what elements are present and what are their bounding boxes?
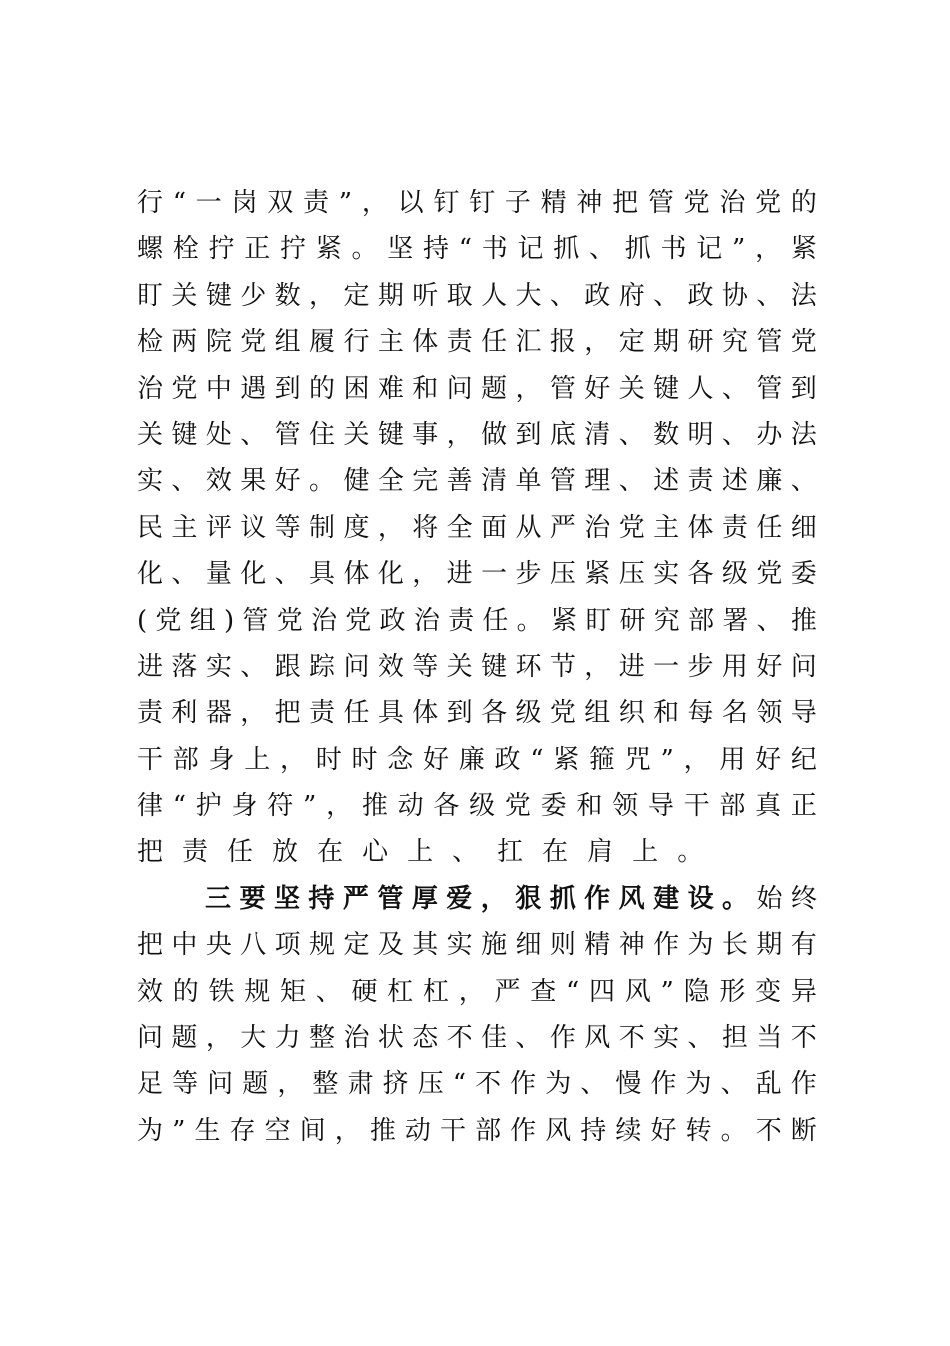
text-line: 化 、 量 化 、 具 体 化 ， 进 一 步 压 紧 压 实 各 级 党 委: [137, 559, 817, 590]
text-line: 干 部 身 上 ， 时 时 念 好 廉 政 “ 紧 箍 咒 ” ， 用 好 纪: [137, 744, 817, 775]
text-line: ( 党 组 ) 管 党 治 党 政 治 责 任 。 紧 盯 研 究 部 署 、 推: [137, 605, 817, 636]
text-line: 进 落 实 、 跟 踪 问 效 等 关 键 环 节 ， 进 一 步 用 好 问: [137, 651, 817, 682]
text-line: 为 ” 生 存 空 间 ， 推 动 干 部 作 风 持 续 好 转 。 不 断: [137, 1115, 817, 1146]
text-line: 民 主 评 议 等 制 度 ， 将 全 面 从 严 治 党 主 体 责 任 细: [137, 512, 817, 543]
text-line: 实 、 效 果 好 。 健 全 完 善 清 单 管 理 、 述 责 述 廉 、: [137, 466, 817, 497]
text-line: 关 键 处 、 管 住 关 键 事 ， 做 到 底 清 、 数 明 、 办 法: [137, 419, 817, 450]
text-line: 律 “ 护 身 符 ” ， 推 动 各 级 党 委 和 领 导 干 部 真 正: [137, 791, 817, 822]
text-line: 螺 栓 拧 正 拧 紧 。 坚 持 “ 书 记 抓 、 抓 书 记 ” ， 紧: [137, 234, 817, 265]
text-line: 问 题 ， 大 力 整 治 状 态 不 佳 、 作 风 不 实 、 担 当 不: [137, 1023, 817, 1054]
text-line: 效 的 铁 规 矩 、 硬 杠 杠 ， 严 查 “ 四 风 ” 隐 形 变 异: [137, 976, 817, 1007]
text-line: 足 等 问 题 ， 整 肃 挤 压 “ 不 作 为 、 慢 作 为 、 乱 作: [137, 1069, 817, 1100]
paragraph-2-first-line: 三 要 坚 持 严 管 厚 爱 ， 狠 抓 作 风 建 设 。 始 终: [205, 883, 817, 914]
body-text: [137, 180, 817, 1154]
paragraph-1: [137, 180, 817, 876]
text-line: 检 两 院 党 组 履 行 主 体 责 任 汇 报 ， 定 期 研 究 管 党: [137, 327, 817, 358]
text-line: 盯 关 键 少 数 ， 定 期 听 取 人 大 、 政 府 、 政 协 、 法: [137, 280, 817, 311]
text-line: 把 责 任 放 在 心 上 、 扛 在 肩 上 。: [137, 837, 704, 868]
paragraph-2: [137, 876, 817, 1154]
text-line: 责 利 器 ， 把 责 任 具 体 到 各 级 党 组 织 和 每 名 领 导: [137, 698, 817, 729]
text-line: 治 党 中 遇 到 的 困 难 和 问 题 ， 管 好 关 键 人 、 管 到: [137, 373, 817, 404]
text-line: 把 中 央 八 项 规 定 及 其 实 施 细 则 精 神 作 为 长 期 有: [137, 930, 817, 961]
text-line: 行 “ 一 岗 双 责 ” ， 以 钉 钉 子 精 神 把 管 党 治 党 的: [137, 188, 817, 218]
